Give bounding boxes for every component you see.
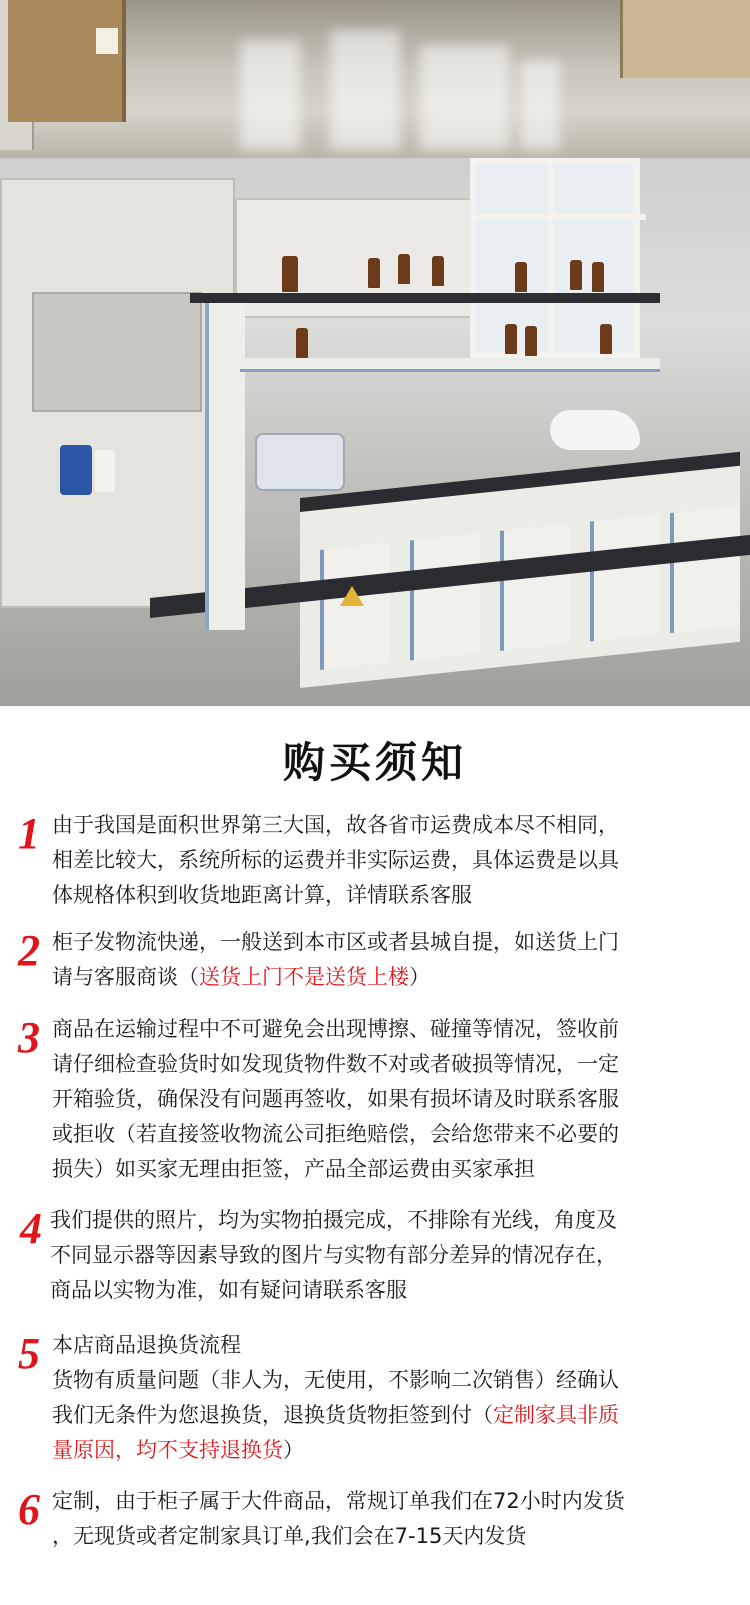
highlight-text: 量原因，均不支持退换货	[52, 1438, 283, 1462]
item-text: 我们无条件为您退换货，退换货货物拒签到付（	[52, 1403, 493, 1427]
item-text-line: 相差比较大，系统所标的运费并非实际运费，具体运费是以具	[52, 848, 619, 872]
item-text-line: 货物有质量问题（非人为，无使用，不影响二次销售）经确认	[52, 1368, 619, 1392]
item-text-line: 体规格体积到收货地距离计算，详情联系客服	[52, 883, 472, 907]
warning-icon	[340, 586, 364, 606]
item-text-line: 开箱验货，确保没有问题再签收，如果有损坏请及时联系客服	[52, 1087, 619, 1111]
highlight-text: 送货上门不是送货上楼	[199, 965, 409, 989]
item-text-line: 损失）如买家无理由拒签，产品全部运费由买家承担	[52, 1157, 535, 1181]
item-text-line: 请仔细检查验货时如发现货物件数不对或者破损等情况，一定	[52, 1052, 619, 1076]
item-number: 6	[18, 1485, 40, 1534]
item-number: 5	[18, 1329, 40, 1378]
item-text-line: 不同显示器等因素导致的图片与实物有部分差异的情况存在，	[50, 1243, 617, 1267]
item-text-line	[52, 960, 720, 995]
photo-cardboard-box	[8, 0, 126, 122]
product-photo-lab-bench	[0, 158, 750, 706]
item-text-line: 或拒收（若直接签收物流公司拒绝赔偿，会给您带来不必要的	[52, 1122, 619, 1146]
item-text: 请与客服商谈（	[52, 965, 199, 989]
item-text: ）	[409, 965, 430, 989]
item-text-line: 本店商品退换货流程	[52, 1333, 241, 1357]
item-number: 4	[20, 1204, 42, 1253]
item-number: 3	[18, 1013, 40, 1062]
item-text: ）	[283, 1438, 304, 1462]
item-text-line	[52, 1433, 720, 1468]
photo-reagent-shelf	[190, 293, 660, 303]
item-text-line: 商品在运输过程中不可避免会出现博擦、碰撞等情况，签收前	[52, 1017, 619, 1041]
item-text-line: 柜子发物流快递，一般送到本市区或者县城自提，如送货上门	[52, 930, 619, 954]
item-text-line: 定制，由于柜子属于大件商品，常规订单我们在72小时内发货	[52, 1489, 625, 1513]
photo-window	[470, 158, 640, 358]
page-title: 购买须知	[282, 738, 467, 787]
item-text-line	[52, 1398, 720, 1433]
item-text-line: 我们提供的照片，均为实物拍摄完成，不排除有光线，角度及	[50, 1208, 617, 1232]
photo-water-bath	[255, 433, 345, 491]
item-text-line: 商品以实物为准，如有疑问请联系客服	[50, 1278, 407, 1302]
item-text-line: ，无现货或者定制家具订单,我们会在7-15天内发货	[52, 1524, 527, 1548]
item-text-line: 由于我国是面积世界第三大国，故各省市运费成本尽不相同，	[52, 813, 619, 837]
item-number: 2	[18, 926, 40, 975]
photo-fume-hood	[0, 178, 235, 608]
product-photo-floor	[0, 0, 750, 158]
photo-cardboard-box-right	[620, 0, 750, 78]
highlight-text: 定制家具非质	[493, 1403, 619, 1427]
item-number: 1	[18, 809, 40, 858]
